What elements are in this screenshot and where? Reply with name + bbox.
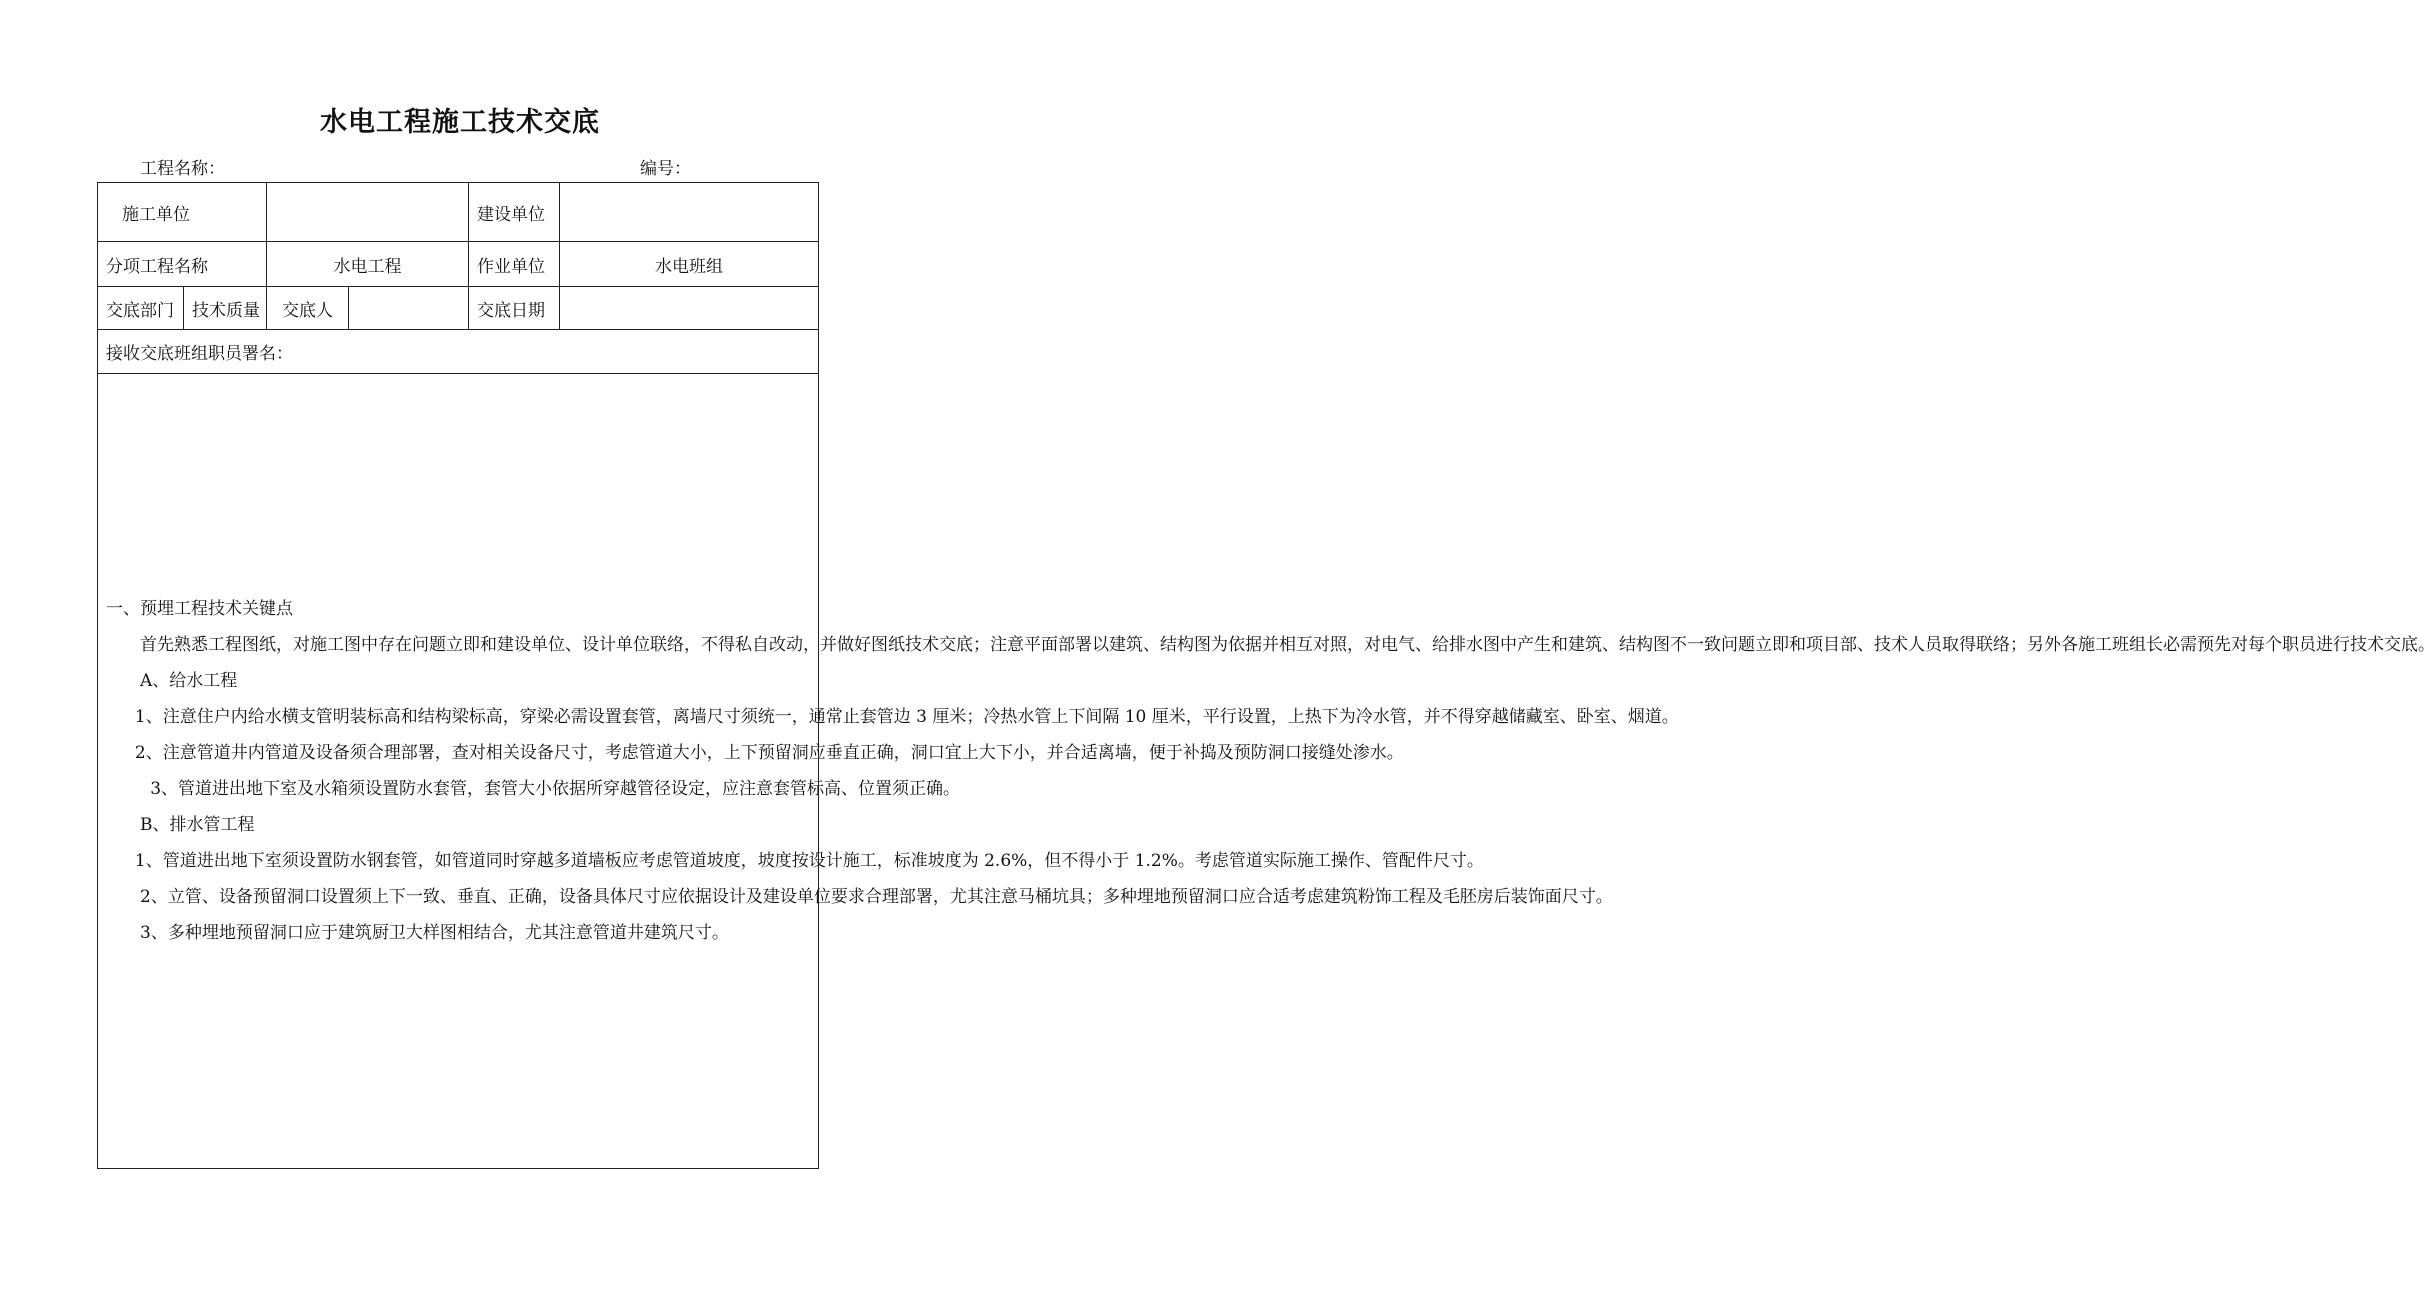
table-row — [98, 183, 819, 242]
dept-label: 交底部门 — [98, 287, 184, 330]
paragraph-a3: 3、管道进出地下室及水箱须设置防水套管，套管大小依据所穿越管径设定，应注意套管标高、位置须正确。 — [150, 779, 961, 799]
date-value — [560, 287, 819, 330]
signatures-label: 接收交底班组职员署名： — [98, 330, 819, 374]
paragraph-b1: 1、管道进出地下室须设置防水钢套管，如管道同时穿越多道墙板应考虑管道坡度，坡度按设计施工，标准坡度为 2.6%，但不得小于 1.2%。考虑管道实际施工操作、管配件尺寸。 — [134, 851, 1484, 871]
date-label: 交底日期 — [469, 287, 560, 330]
sub-a-heading: A、给水工程 — [140, 671, 238, 691]
table-row — [98, 242, 819, 287]
presenter-label: 交底人 — [267, 287, 349, 330]
table-row — [98, 330, 819, 374]
subproject-value: 水电工程 — [267, 242, 469, 287]
paragraph-b2: 2、立管、设备预留洞口设置须上下一致、垂直、正确，设备具体尺寸应依据设计及建设单位要求合理部署，尤其注意马桶坑具；多种埋地预留洞口应合适考虑建筑粉饰工程及毛胚房后装饰面尺寸。 — [140, 887, 1613, 907]
subproject-label: 分项工程名称 — [98, 242, 267, 287]
presenter-value — [349, 287, 469, 330]
paragraph-a1: 1、注意住户内给水横支管明装标高和结构梁标高，穿梁必需设置套管，离墙尺寸须统一，通常止套管边 3 厘米；冷热水管上下间隔 10 厘米，平行设置，上热下为冷水管，并不得穿越储藏室、卧室、烟道。 — [134, 707, 1679, 727]
serial-number-label: 编号： — [640, 159, 691, 179]
project-name-label: 工程名称： — [140, 159, 225, 179]
section1-heading: 一、预埋工程技术关键点 — [106, 599, 293, 619]
document-title: 水电工程施工技术交底 — [320, 107, 600, 138]
dept-value: 技术质量 — [184, 287, 267, 330]
construction-unit-value — [267, 183, 469, 242]
table-row — [98, 287, 819, 330]
client-unit-label: 建设单位 — [469, 183, 560, 242]
work-unit-label: 作业单位 — [469, 242, 560, 287]
work-unit-value: 水电班组 — [560, 242, 819, 287]
client-unit-value — [560, 183, 819, 242]
paragraph-a2: 2、注意管道井内管道及设备须合理部署，查对相关设备尺寸，考虑管道大小，上下预留洞应垂直正确，洞口宜上大下小，并合适离墙，便于补捣及预防洞口接缝处渗水。 — [134, 743, 1404, 763]
disclosure-form-table — [97, 182, 2435, 1169]
content-body — [98, 374, 2435, 1169]
table-row — [98, 374, 819, 1169]
construction-unit-label: 施工单位 — [98, 183, 267, 242]
section1-intro: 首先熟悉工程图纸，对施工图中存在问题立即和建设单位、设计单位联络，不得私自改动，并做好图纸技术交底；注意平面部署以建筑、结构图为依据并相互对照，对电气、给排水图中产生和建筑、结构图不一致问题立即和项目部、技术人员取得联络；另外各施工班组长必需预先对每个职员进行技术交底。 — [140, 635, 2435, 655]
sub-b-heading: B、排水管工程 — [140, 815, 255, 835]
paragraph-b3: 3、多种埋地预留洞口应于建筑厨卫大样图相结合，尤其注意管道井建筑尺寸。 — [140, 923, 729, 943]
